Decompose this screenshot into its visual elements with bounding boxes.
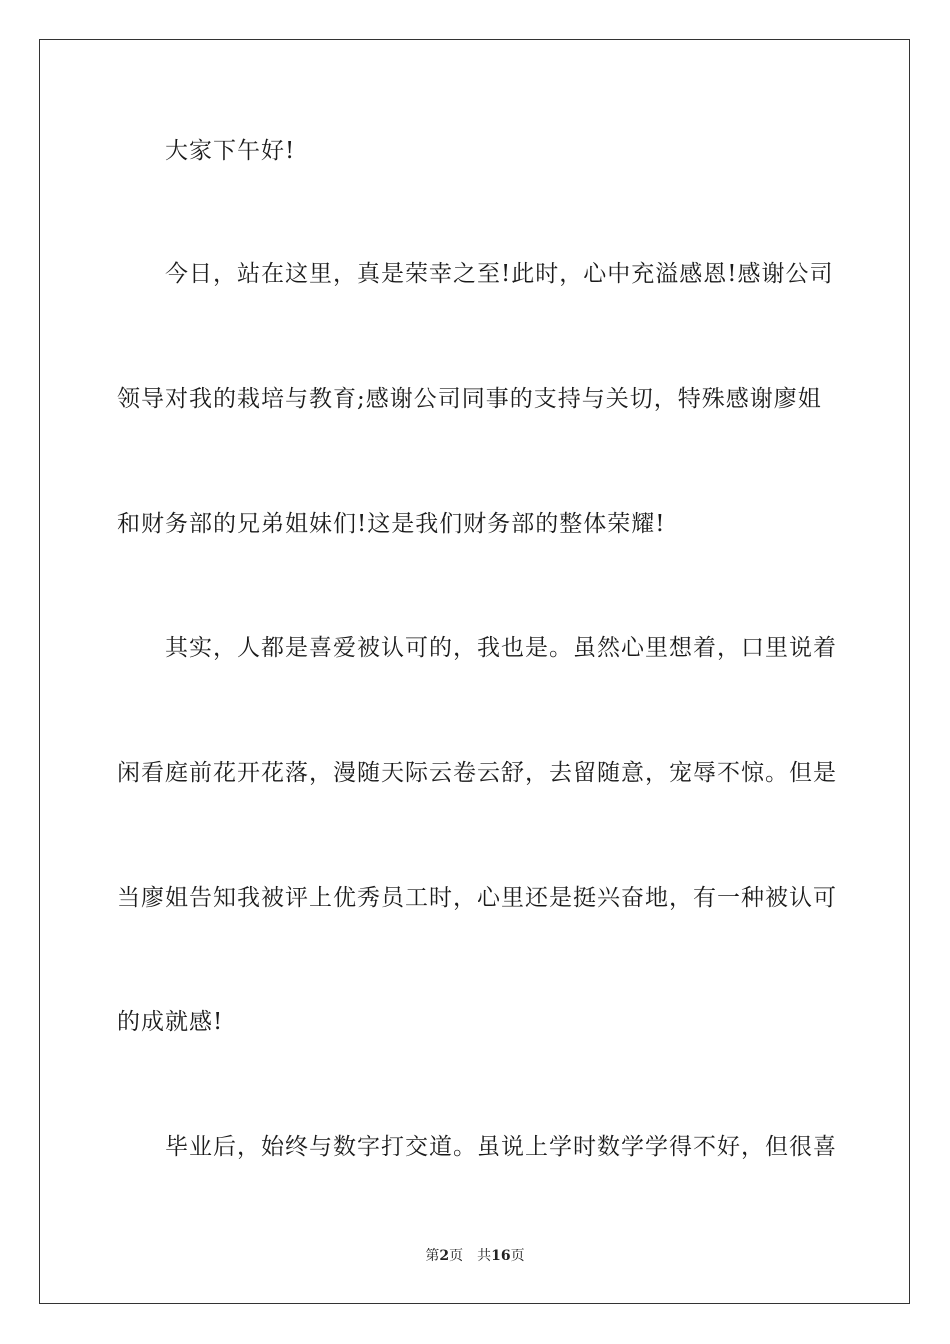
paragraph-greeting: 大家下午好! — [165, 138, 296, 164]
paragraph-line: 当廖姐告知我被评上优秀员工时，心里还是挺兴奋地，有一种被认可 — [117, 885, 837, 911]
paragraph-line: 其实，人都是喜爱被认可的，我也是。虽然心里想着，口里说着 — [165, 635, 837, 661]
page-prefix: 第 — [425, 1248, 440, 1264]
paragraph-line: 闲看庭前花开花落，漫随天际云卷云舒，去留随意，宠辱不惊。但是 — [117, 760, 837, 786]
paragraph-line: 领导对我的栽培与教育;感谢公司同事的支持与关切，特殊感谢廖姐 — [117, 386, 822, 412]
page-border — [39, 39, 910, 1304]
page-footer — [0, 1247, 950, 1265]
paragraph-line: 和财务部的兄弟姐妹们!这是我们财务部的整体荣耀! — [117, 511, 666, 537]
total-pages: 16 — [491, 1248, 511, 1264]
total-suffix: 页 — [510, 1248, 525, 1264]
page-number: 2 — [439, 1248, 450, 1264]
paragraph-line: 的成就感! — [117, 1009, 224, 1035]
page-suffix: 页 — [449, 1248, 464, 1264]
paragraph-line: 今日，站在这里，真是荣幸之至!此时，心中充溢感恩!感谢公司 — [165, 261, 834, 287]
total-prefix: 共 — [477, 1248, 492, 1264]
paragraph-line: 毕业后，始终与数字打交道。虽说上学时数学学得不好，但很喜 — [165, 1134, 837, 1160]
